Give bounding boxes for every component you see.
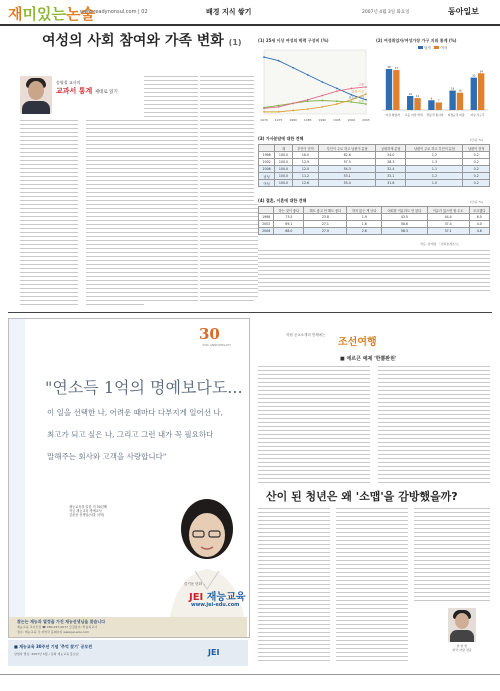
x-tick-label: 2005	[362, 118, 370, 122]
table-cell: 16.0	[292, 152, 319, 159]
story-headline	[42, 30, 242, 50]
data-point	[263, 107, 265, 109]
data-point	[292, 110, 294, 112]
bar	[457, 93, 463, 110]
x-tick-label: 1980	[289, 118, 297, 122]
series-text-column-2	[378, 366, 490, 486]
story2-text-column-2	[336, 508, 408, 664]
bar-value-label: 34	[479, 70, 483, 74]
x-tick-label: 2000	[347, 118, 356, 122]
ad-side-stripe	[9, 319, 25, 637]
data-point	[321, 95, 323, 97]
series-label: 중졸	[358, 99, 364, 104]
story2-author-photo	[448, 608, 476, 642]
table-cell: 55.4	[319, 180, 376, 187]
recruit-line-1: 재능교육 교사모집 ☎ 080-227-0077 모집분야: 학습지교사	[17, 625, 98, 629]
bar-value-label: 7	[437, 99, 440, 103]
table-header-cell: 부인이 전적	[292, 145, 319, 152]
table-cell: 43.5	[382, 214, 428, 221]
table-cell: 4.6	[469, 228, 489, 235]
table-cell: 100.0	[275, 152, 293, 159]
masthead-url: www.readynonsul.com | 02	[80, 9, 148, 15]
table-cell: 31.6	[376, 180, 406, 187]
table-cell: 2006	[259, 166, 275, 173]
data-point	[351, 101, 353, 103]
jei-logo	[189, 588, 245, 603]
table-cell: 0.2	[463, 166, 490, 173]
ad-person-caption	[69, 505, 107, 517]
chart2-legend	[418, 46, 447, 51]
chart2-title: (2) 여성취업자/여성가장 가구 지위 통계 (%)	[376, 38, 457, 43]
table-cell: 44.4	[427, 214, 469, 221]
table-cell: 58.3	[382, 228, 428, 235]
recruit-title: 찾는는 재능과 열정을 가진 재능선생님을 찾습니다	[17, 619, 106, 624]
category-label: 비정규직 비율	[447, 113, 465, 117]
newspaper-brand: 동아일보	[448, 6, 479, 16]
table-cell: 11.2	[292, 173, 319, 180]
table2-source-note: 자료: 통계청 「사회통계조사」	[420, 242, 461, 246]
table-header-row	[259, 207, 490, 214]
table-header-cell: 모르겠다	[469, 207, 489, 214]
table-cell: 0.2	[463, 152, 490, 159]
x-tick-label: 1995	[333, 118, 341, 122]
chart1-title: (1) 25세 이상 여성의 학력 구성비 (%)	[258, 38, 329, 43]
table-cell: 53.1	[319, 173, 376, 180]
table-cell: 1998	[259, 152, 275, 159]
strip-brand: JEI	[208, 648, 220, 657]
data-point	[321, 106, 323, 108]
anniversary-badge-sub: 30th ANNIVERSARY	[202, 343, 232, 347]
data-point	[336, 90, 338, 92]
bar-value-label: 16	[458, 89, 462, 93]
table-row	[259, 228, 490, 235]
section-title: 배경 지식 쌓기	[206, 8, 252, 16]
masthead	[0, 0, 500, 26]
body-text-column-3	[144, 76, 198, 304]
charts-panel	[258, 38, 490, 124]
data-point	[321, 81, 323, 83]
category-label: 전문직 종사자	[426, 113, 444, 117]
table-cell: 28.3	[376, 159, 406, 166]
ad-caption-line-1: 재능교육을 일한 지 30년째	[69, 505, 107, 509]
author-name: 송영철 교사의	[56, 80, 81, 85]
table-cell: 32.4	[376, 166, 406, 173]
table-header-cell: 하지 않는 게 낫다	[347, 207, 382, 214]
table-cell: 23.8	[304, 214, 347, 221]
ad-line-3: 말해주는 회사와 고객을 사랑합니다"	[47, 452, 167, 461]
story2-text-column-1	[258, 508, 330, 664]
table1-unit: (단위: %)	[470, 138, 483, 142]
table-cell: 1.1	[406, 166, 463, 173]
table-cell: 2002	[259, 159, 275, 166]
data-point	[336, 103, 338, 105]
data-point	[336, 88, 338, 90]
bar-value-label: 38	[387, 65, 391, 69]
table-cell: 2.6	[347, 228, 382, 235]
table-cell: 남성	[259, 173, 275, 180]
table-header-row	[259, 145, 490, 152]
series-title: 조선여행	[338, 337, 377, 348]
table-cell: 12.0	[292, 166, 319, 173]
strip-title: ■ 재능교육 30주년 기념 '추억 찾기' 공모전	[14, 644, 93, 649]
ad-line-1: 이 일을 선택한 나, 어려운 때마다 다부지게 일어선 나,	[47, 408, 223, 417]
table-cell: 27.9	[304, 228, 347, 235]
bar	[393, 70, 399, 110]
table-header-cell: 부인이 주로 하고 남편이 분담	[319, 145, 376, 152]
table-cell: 1998	[259, 214, 274, 221]
table-cell: 33.1	[376, 173, 406, 180]
table-header-cell	[259, 145, 275, 152]
table-cell: 24.0	[376, 152, 406, 159]
employment-bar-chart	[378, 52, 490, 122]
headline-part-number: (1)	[228, 38, 242, 47]
jei-advertisement[interactable]	[8, 318, 250, 638]
bar-value-label: 11	[415, 95, 420, 99]
table-cell: 2002	[259, 221, 274, 228]
housework-table	[258, 144, 490, 187]
data-point	[292, 67, 294, 69]
page-footer	[0, 674, 500, 685]
data-point	[365, 103, 367, 105]
series-subtitle: ■ 에르큰 예제 '한뽐뫈원'	[340, 356, 397, 362]
x-tick-label: 1990	[318, 118, 327, 122]
table-cell: 1.9	[347, 214, 382, 221]
table-cell: 62.6	[319, 152, 376, 159]
education-line-chart	[258, 46, 370, 124]
plot-area	[264, 50, 366, 114]
data-point	[263, 111, 265, 113]
x-tick-label: 1970	[260, 118, 268, 122]
ad-url-link[interactable]: www.jei-edu.com	[191, 602, 240, 608]
strip-line: 당첨자 발표: 2007년 5월 / 문의 재능교육 홍보실	[14, 652, 79, 656]
bar	[428, 100, 434, 110]
table-cell: 68.0	[274, 228, 304, 235]
data-point	[278, 106, 280, 108]
ad-caption-line-2: 자금 재능교육 명예교사	[69, 509, 102, 513]
series-label: 대졸 이상	[351, 89, 364, 94]
table-cell: 27.1	[304, 221, 347, 228]
jei-logo-en: JEI	[189, 592, 204, 603]
table-row	[259, 166, 490, 173]
body-text-column-1	[20, 120, 78, 308]
data-point	[307, 74, 309, 76]
data-point	[263, 56, 265, 58]
logo-part-3: 논술	[65, 5, 95, 23]
table-cell: 37.4	[427, 221, 469, 228]
table-header-cell: 해도 좋고 안 해도 좋다	[304, 207, 347, 214]
story2-headline: 산이 된 청년은 왜 '소맵'을 감방했을까?	[266, 490, 458, 503]
ad-slogan: 즐거운 변화 –	[184, 582, 205, 586]
ad-recruit-bar	[9, 617, 247, 637]
ad-line-2: 최고가 되고 싶은 나, 그리고 그런 내가 꼭 필요하다	[47, 430, 214, 439]
table-cell: 2006	[259, 228, 274, 235]
issue-date: 2007년 4월 3일 화요일	[362, 10, 410, 15]
series-kicker: 학원 공교소개의 쌓체에는	[286, 333, 326, 337]
table-row	[259, 180, 490, 187]
category-label: 여성 가구주	[470, 113, 485, 117]
ad-caption-line-3: 김윤선 선생님(서울 서북)	[69, 513, 105, 517]
series-label: 고졸	[358, 82, 364, 87]
table-cell: 1.3	[406, 159, 463, 166]
table-header-cell: 공평하게 분담	[376, 145, 406, 152]
category-label: 여성 취업자	[385, 113, 400, 117]
bar	[407, 96, 413, 110]
data-point	[365, 99, 367, 101]
table-header-cell: 남편이 주로 하고 부인이 분담	[406, 145, 463, 152]
table-cell: 4.0	[469, 221, 489, 228]
table-cell: 6.5	[469, 214, 489, 221]
body-text-column-2	[86, 120, 144, 308]
table-cell: 12.9	[292, 159, 319, 166]
table-cell: 1.6	[347, 221, 382, 228]
x-tick-label: 1975	[274, 118, 283, 122]
section-divider	[8, 312, 492, 313]
marriage-table	[258, 206, 490, 235]
table-cell: 1.2	[406, 152, 463, 159]
bar	[471, 78, 477, 110]
table-header-cell	[259, 207, 274, 214]
table-cell: 1.0	[406, 180, 463, 187]
jei-logo-ko: 재능교육	[206, 592, 246, 603]
column-title-suffix: 제대로 읽기	[94, 90, 118, 95]
table-header-cell: 남편이 전적	[463, 145, 490, 152]
columnist-photo	[20, 76, 52, 114]
column-title	[56, 86, 118, 96]
table-row	[259, 214, 490, 221]
chart-commentary-text	[258, 250, 490, 294]
table-cell: 100.0	[275, 166, 293, 173]
story2-photo-caption: 한 빈 빈 한국 사상 전공	[452, 644, 472, 652]
bar-value-label: 37	[394, 67, 399, 71]
table2-unit: (단위: %)	[470, 200, 483, 204]
table-header-cell: 하는 것이 좋다	[274, 207, 304, 214]
ad-bottom-strip[interactable]	[8, 640, 248, 666]
table-cell: 12.6	[292, 180, 319, 187]
body-text-column-5	[206, 204, 258, 300]
table-row	[259, 221, 490, 228]
table-cell: 73.5	[274, 214, 304, 221]
ad-teacher-photo	[159, 489, 249, 636]
headline-text: 여성의 사회 참여와 가족 변화	[42, 33, 224, 49]
table-row	[259, 173, 490, 180]
bar-value-label: 9	[430, 97, 433, 101]
table2-title: (4) 결혼, 이혼에 대한 견해	[258, 198, 307, 203]
bar-value-label: 13	[408, 92, 412, 96]
table-header-cell: 어떠한 이유라도 안 된다	[382, 207, 428, 214]
bar	[386, 69, 392, 110]
data-point	[351, 99, 353, 101]
bar-value-label: 18	[450, 87, 455, 91]
series-text-column-1	[258, 366, 370, 486]
table1-title: (3) 가사분담에 대한 견해	[258, 136, 304, 141]
table-cell: 1.2	[406, 173, 463, 180]
data-point	[278, 60, 280, 62]
data-point	[365, 86, 367, 88]
x-tick-label: 1985	[303, 118, 312, 122]
ad-quote: "연소득 1억의 명예보다도...	[45, 378, 243, 397]
table-cell: 37.1	[427, 228, 469, 235]
table-cell: 여성	[259, 180, 275, 187]
bar	[414, 98, 420, 110]
data-point	[365, 93, 367, 95]
table-row	[259, 152, 490, 159]
table-cell: 0.2	[463, 180, 490, 187]
table-cell: 100.0	[275, 159, 293, 166]
data-point	[307, 99, 309, 101]
column-title-main: 교과서 통계	[56, 87, 93, 95]
anniversary-badge: 30	[199, 325, 220, 343]
bar	[436, 102, 442, 110]
table-header-cell: 이유가 있으면 할 수도	[427, 207, 469, 214]
legend-label-male: 남자	[424, 46, 431, 50]
bar	[449, 91, 455, 110]
bar	[478, 73, 484, 110]
bar-value-label: 30	[472, 74, 476, 78]
logo-part-1: 재	[8, 5, 23, 23]
data-point	[321, 100, 323, 102]
legend-swatch-female	[434, 46, 439, 49]
data-point	[336, 100, 338, 102]
legend-swatch-male	[418, 46, 423, 49]
table-cell: 58.6	[382, 221, 428, 228]
table-cell: 0.2	[463, 159, 490, 166]
table-row	[259, 159, 490, 166]
legend-label-female: 여자	[440, 46, 448, 50]
table-cell: 69.1	[274, 221, 304, 228]
data-point	[278, 111, 280, 113]
recruit-line-2: 접수: 재능교육 각 지역국 홈페이지 www.jei-edu.com	[17, 630, 89, 634]
table-cell: 57.5	[319, 159, 376, 166]
table-cell: 100.0	[275, 173, 293, 180]
table-cell: 54.3	[319, 166, 376, 173]
table-header-cell: 계	[275, 145, 293, 152]
logo-part-2: 미있는	[22, 5, 66, 23]
series-label: 초등졸 이하	[348, 95, 364, 100]
story2-text-column-3	[414, 508, 490, 604]
table-cell: 0.2	[463, 173, 490, 180]
data-point	[307, 108, 309, 110]
table-cell: 100.0	[275, 180, 293, 187]
data-point	[292, 102, 294, 104]
category-label: 고등 이상 학력	[404, 113, 423, 117]
